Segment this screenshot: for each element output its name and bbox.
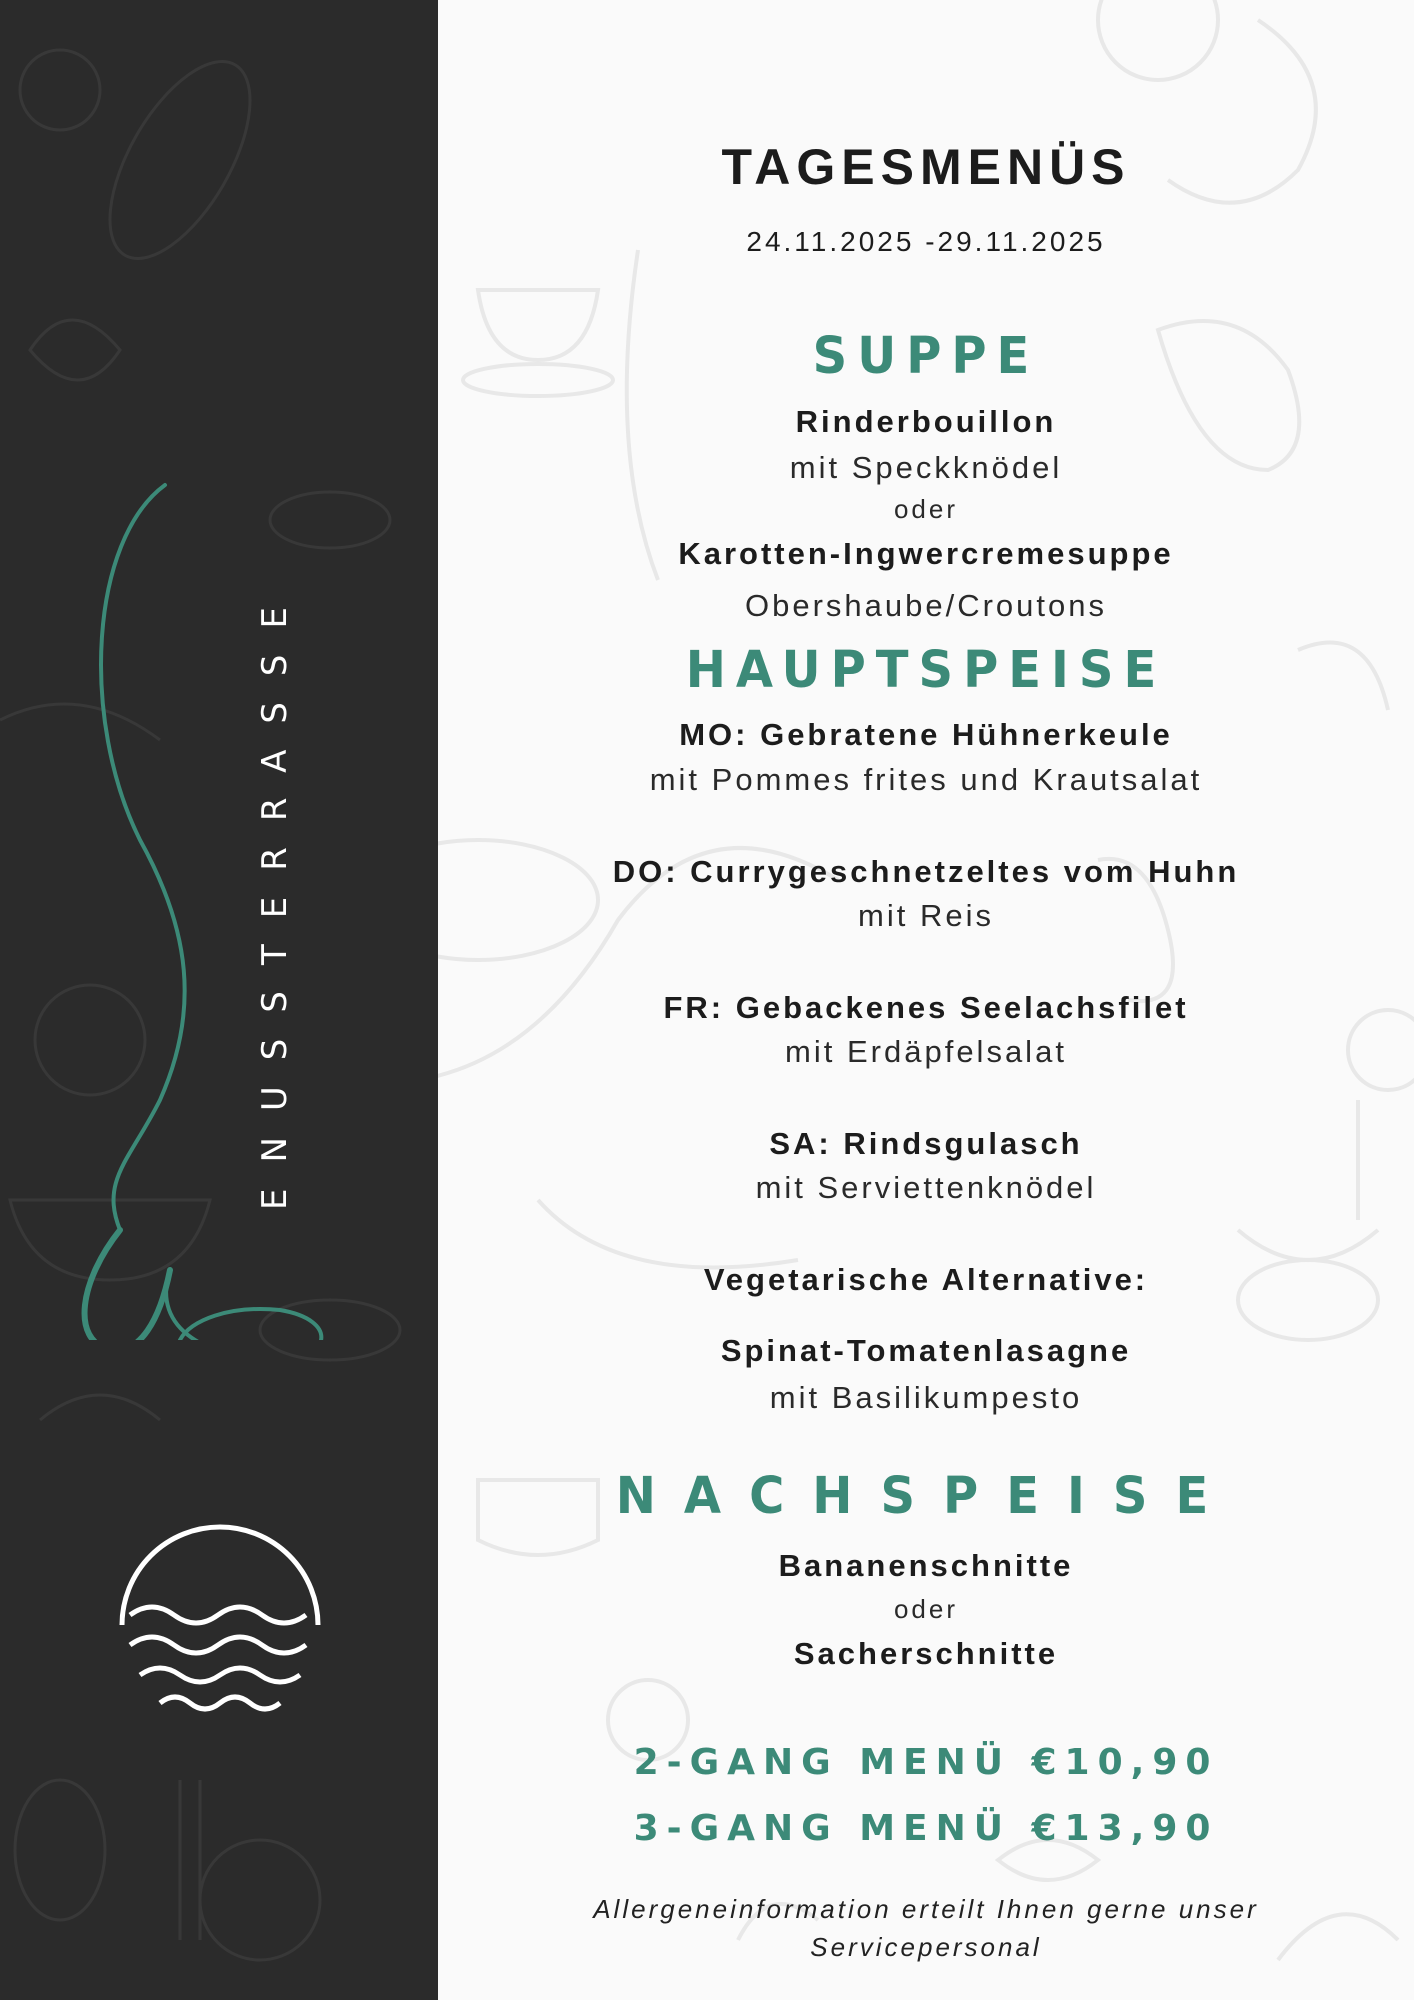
price-two-course: 2-GANG MENÜ €10,90 xyxy=(633,1742,1219,1783)
dessert-or-label: oder xyxy=(893,1594,959,1624)
page-title: TAGESMENÜS xyxy=(721,139,1131,195)
main-dish-thursday: DO: Currygeschnetzeltes vom Huhn xyxy=(612,854,1240,889)
soup-option-1-desc: mit Speckknödel xyxy=(789,450,1063,485)
sidebar xyxy=(0,0,438,2000)
soup-option-1-name: Rinderbouillon xyxy=(795,404,1057,439)
main-course-heading: HAUPTSPEISE xyxy=(685,640,1167,700)
date-range: 24.11.2025 -29.11.2025 xyxy=(746,226,1106,257)
vegetarian-side: mit Basilikumpesto xyxy=(769,1380,1083,1415)
main-side-friday: mit Erdäpfelsalat xyxy=(785,1034,1067,1069)
vegetarian-dish: Spinat-Tomatenlasagne xyxy=(720,1333,1132,1368)
soup-option-2-desc: Obershaube/Croutons xyxy=(744,588,1108,623)
dessert-heading: NACHSPEISE xyxy=(615,1466,1237,1526)
dessert-option-2: Sacherschnitte xyxy=(793,1636,1059,1671)
price-three-course: 3-GANG MENÜ €13,90 xyxy=(633,1808,1219,1849)
script-g-letter-icon xyxy=(60,460,360,1340)
allergen-note: Allergeneinformation erteilt Ihnen gerne unser Servicepersonal xyxy=(593,1894,1259,1962)
main-side-thursday: mit Reis xyxy=(858,898,994,933)
soup-option-2-name: Karotten-Ingwercremesuppe xyxy=(678,536,1174,571)
main-dish-friday: FR: Gebackenes Seelachsfilet xyxy=(663,990,1189,1025)
vegetarian-label: Vegetarische Alternative: xyxy=(703,1262,1149,1297)
menu-content xyxy=(438,0,1414,2000)
brand-name: ENUSSTERRASSE xyxy=(255,581,295,1210)
sunset-waves-icon xyxy=(110,1515,330,1735)
main-dish-saturday: SA: Rindsgulasch xyxy=(769,1126,1083,1161)
soup-heading: SUPPE xyxy=(812,326,1040,386)
main-side-monday: mit Pommes frites und Krautsalat xyxy=(649,762,1203,797)
main-side-saturday: mit Serviettenknödel xyxy=(755,1170,1097,1205)
menu-panel xyxy=(438,0,1414,2000)
dessert-option-1: Bananenschnitte xyxy=(778,1548,1074,1583)
soup-or-label: oder xyxy=(893,494,959,524)
main-dish-monday: MO: Gebratene Hühnerkeule xyxy=(679,717,1173,752)
